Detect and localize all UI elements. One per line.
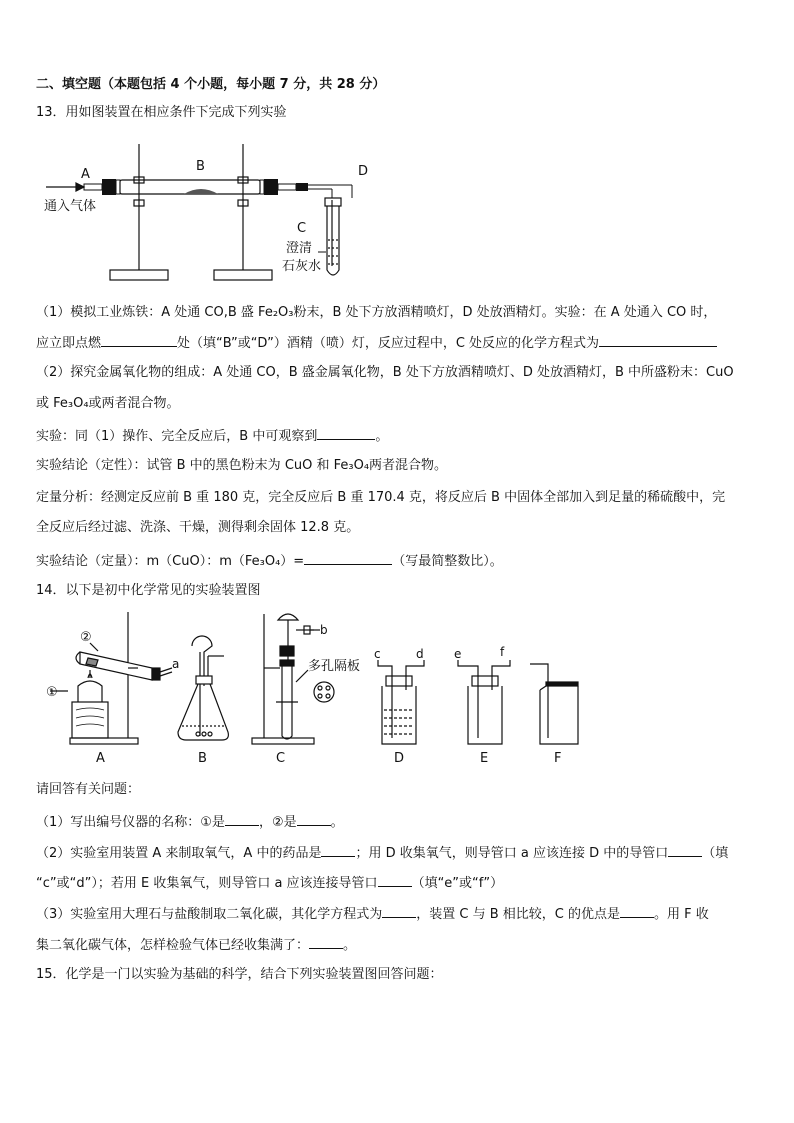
- q14-sub1: （1）写出编号仪器的名称：①是 ，②是 。: [36, 812, 344, 832]
- q13-apparatus-figure: [36, 140, 386, 288]
- bottle-e: [458, 660, 510, 744]
- q14-sub2-line1: （2）实验室用装置 A 来制取氧气，A 中的药品是 ；用 D 收集氧气，则导管口 a 应该连接 D 中的导管口 （填: [36, 843, 728, 863]
- q13-title: 13．用如图装置在相应条件下完成下列实验: [36, 105, 287, 120]
- answer-blank[interactable]: [309, 935, 343, 949]
- q14-title: 14．以下是初中化学常见的实验装置图: [36, 583, 261, 598]
- label-A: A: [96, 751, 105, 766]
- gas-inlet-arrow: [46, 183, 84, 191]
- powder-sample: [184, 189, 218, 194]
- limewater-label-2: 石灰水: [282, 259, 322, 274]
- port-e: e: [454, 647, 462, 661]
- q13-quant-line2: 全反应后经过滤、洗涤、干燥，测得剩余固体 12.8 克。: [36, 520, 360, 535]
- q13-part2-line2: 或 Fe₃O₄或两者混合物。: [36, 396, 180, 411]
- answer-blank[interactable]: [317, 426, 375, 440]
- q13-conclusion-qualitative: 实验结论（定性）：试管 B 中的黑色粉末为 CuO 和 Fe₃O₄两者混合物。: [36, 458, 448, 473]
- label-B: B: [198, 751, 207, 766]
- answer-blank[interactable]: [297, 812, 331, 826]
- iron-stand-right: [214, 144, 272, 280]
- answer-blank[interactable]: [321, 843, 355, 857]
- q15-title: 15．化学是一门以实验为基础的科学，结合下列实验装置图回答问题：: [36, 967, 443, 982]
- answer-blank[interactable]: [620, 904, 654, 918]
- left-stopper: [102, 179, 116, 195]
- port-d: d: [416, 647, 424, 661]
- q14-prompt: 请回答有关问题：: [36, 782, 141, 797]
- section-heading: 二、填空题（本题包括 4 个小题，每小题 7 分，共 28 分）: [36, 77, 386, 92]
- port-a: a: [172, 657, 180, 671]
- q13-part1-line2: 应立即点燃 处（填“B”或“D”）酒精（喷）灯，反应过程中，C 处反应的化学方程式为: [36, 333, 717, 353]
- limewater-test-tube: [325, 198, 341, 275]
- q13-quant-line1: 定量分析：经测定反应前 B 重 180 克，完全反应后 B 重 170.4 克，将反应后 B 中固体全部加入到足量的稀硫酸中，完: [36, 490, 726, 505]
- inlet-tube: [84, 184, 102, 190]
- answer-blank[interactable]: [382, 904, 416, 918]
- limewater-label-1: 澄清: [286, 241, 313, 256]
- q14-apparatus-figure: [40, 606, 600, 768]
- answer-blank[interactable]: [304, 551, 392, 565]
- q14-sub3-line2: 集二氧化碳气体，怎样检验气体已经收集满了： 。: [36, 935, 356, 955]
- mark-1: ①: [46, 685, 58, 700]
- q13-part2-line1: （2）探究金属氧化物的组成：A 处通 CO，B 盛金属氧化物，B 处下方放酒精喷灯、D 处放酒精灯，B 中所盛粉末：CuO: [36, 365, 734, 380]
- port-c: c: [374, 647, 381, 661]
- q13-part1-line1: （1）模拟工业炼铁：A 处通 CO,B 盛 Fe₂O₃粉末，B 处下方放酒精喷灯，D 处放酒精灯。实验：在 A 处通入 CO 时，: [36, 305, 717, 320]
- label-a: A: [81, 167, 90, 182]
- label-d: D: [358, 164, 369, 179]
- mark-2: ②: [80, 630, 92, 645]
- q13-conclusion-quantitative: 实验结论（定量）：m（CuO）：m（Fe₃O₄）= （写最简整数比）。: [36, 551, 503, 571]
- port-b: b: [320, 623, 328, 637]
- label-D: D: [394, 751, 405, 766]
- iron-stand-left: [110, 144, 168, 280]
- bottle-d: [378, 660, 424, 744]
- answer-blank[interactable]: [225, 812, 259, 826]
- label-C: C: [276, 751, 286, 766]
- q14-sub3-line1: （3）实验室用大理石与盐酸制取二氧化碳，其化学方程式为 ，装置 C 与 B 相比较，C 的优点是 。用 F 收: [36, 904, 709, 924]
- right-stopper: [264, 179, 278, 195]
- apparatus-b: [178, 636, 228, 740]
- answer-blank[interactable]: [599, 333, 717, 347]
- q14-sub2-line2: “c”或“d”）；若用 E 收集氧气，则导管口 a 应该连接导管口 （填“e”或“f”）: [36, 873, 503, 893]
- label-E: E: [480, 751, 489, 766]
- answer-blank[interactable]: [101, 333, 177, 347]
- label-F: F: [554, 751, 562, 766]
- label-b: B: [196, 159, 205, 174]
- answer-blank[interactable]: [378, 873, 412, 887]
- port-f: f: [500, 645, 505, 659]
- porous-plate-label: 多孔隔板: [308, 659, 361, 674]
- answer-blank[interactable]: [668, 843, 702, 857]
- apparatus-a: [50, 612, 172, 744]
- gas-in-label: 通入气体: [44, 199, 97, 214]
- bottle-f: [530, 664, 578, 744]
- label-c: C: [297, 221, 307, 236]
- q13-experiment: 实验：同（1）操作、完全反应后，B 中可观察到 。: [36, 426, 388, 446]
